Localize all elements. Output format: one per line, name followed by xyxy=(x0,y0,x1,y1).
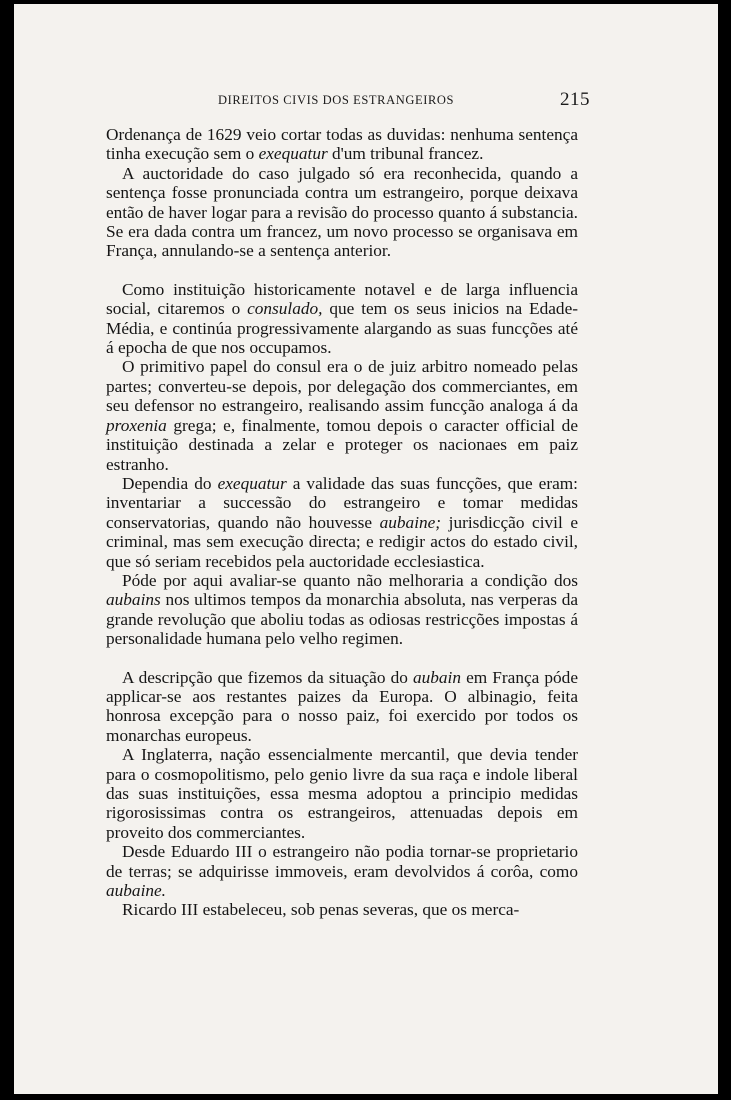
text-run: A descripção que fizemos da situação do xyxy=(122,667,413,687)
text-run: Como instituição historicamente notavel e de larga influencia social, citaremos o xyxy=(106,279,578,319)
paragraph-auctoridade xyxy=(106,164,578,261)
italic-term: proxenia xyxy=(106,415,167,435)
page-header xyxy=(200,91,590,115)
text-run: jurisdicção civil e criminal, mas sem execução directa; e redigir actos do estado civil, que só seriam recebidos pela auctoridade ecclesiastica. xyxy=(106,512,578,571)
paragraph-exequatur xyxy=(106,474,578,571)
page-number: 215 xyxy=(560,89,590,110)
text-run: Desde Eduardo III o estrangeiro não podia tornar-se proprietario de terras; se adquirisse immoveis, eram devolvidos á corôa, como xyxy=(106,842,578,881)
italic-term: aubains xyxy=(106,590,161,610)
italic-term: exequatur xyxy=(217,473,287,493)
text-run: que tem os seus inicios na Edade-Média, e continúa progressivamente alargando as suas funcções até á epocha de que nos occupamos. xyxy=(106,299,578,358)
italic-term: aubain xyxy=(412,667,461,687)
paragraph-ricardo xyxy=(106,900,578,919)
text-run: a validade das suas funcções, que eram: inventariar a successão do estrangeiro e tomar medidas conservatorias, quando não houvesse xyxy=(106,473,578,532)
running-title: DIREITOS CIVIS DOS ESTRANGEIROS xyxy=(218,93,455,107)
paragraph-descripcao xyxy=(106,668,578,746)
text-run: A Inglaterra, nação essencialmente mercantil, que devia tender para o cosmopolitismo, pelo genio livre da sua raça e indole liberal das suas instituições, essa mesma adoptou a principio medidas rigorosissimas contra os estrangeiros, attenuadas depois em proveito dos commerciantes. xyxy=(106,745,578,842)
text-run: A auctoridade do caso julgado só era reconhecida, quando a sentença fosse pronunciada contra um estrangeiro, porque deixava então de haver logar para a revisão do processo quanto á substancia. Se era dada contra um francez, um novo processo se organisava em França, annulando-se a sentença anterior. xyxy=(106,163,578,261)
text-run: grega; e, finalmente, tomou depois o caracter official de instituição destinada a zelar e proteger os nacionaes em paiz estranho. xyxy=(106,415,578,474)
italic-term: aubaine. xyxy=(106,881,166,901)
text-run: Póde por aqui avaliar-se quanto não melhoraria a condição dos xyxy=(122,570,578,590)
paragraph-eduardo xyxy=(106,842,578,900)
paragraph-ordenanca xyxy=(106,125,578,164)
text-run: Dependia do xyxy=(122,473,218,493)
text-run: O primitivo papel do consul era o de juiz arbitro nomeado pelas partes; converteu-se depois, por delegação dos commerciantes, em seu defensor no estrangeiro, realisando assim funcção analoga á da xyxy=(106,357,578,416)
paragraph-inglaterra xyxy=(106,745,578,842)
italic-term: exequatur xyxy=(258,144,328,164)
text-run: em França póde applicar-se aos restantes paizes da Europa. O albinagio, feita honrosa excepção para o nosso paiz, foi exercido por todos os monarchas europeus. xyxy=(106,667,578,745)
text-run: nos ultimos tempos da monarchia absoluta, nas verperas da grande revolução que aboliu todas as odiosas restricções impostas á personalidade humana pelo velho regimen. xyxy=(106,590,578,649)
body-text xyxy=(106,125,578,920)
paragraph-consulado xyxy=(106,280,578,358)
italic-term: aubaine; xyxy=(379,512,442,532)
text-run: Ricardo III estabeleceu, sob penas severas, que os merca- xyxy=(122,900,520,920)
italic-term: consulado, xyxy=(247,299,323,319)
paragraph-primitivo-papel xyxy=(106,357,578,473)
paragraph-aubains xyxy=(106,571,578,649)
text-run: d'um tribunal francez. xyxy=(327,144,484,164)
text-run: Ordenança de 1629 veio cortar todas as duvidas: nenhuma sentença tinha execução sem o xyxy=(106,125,578,164)
